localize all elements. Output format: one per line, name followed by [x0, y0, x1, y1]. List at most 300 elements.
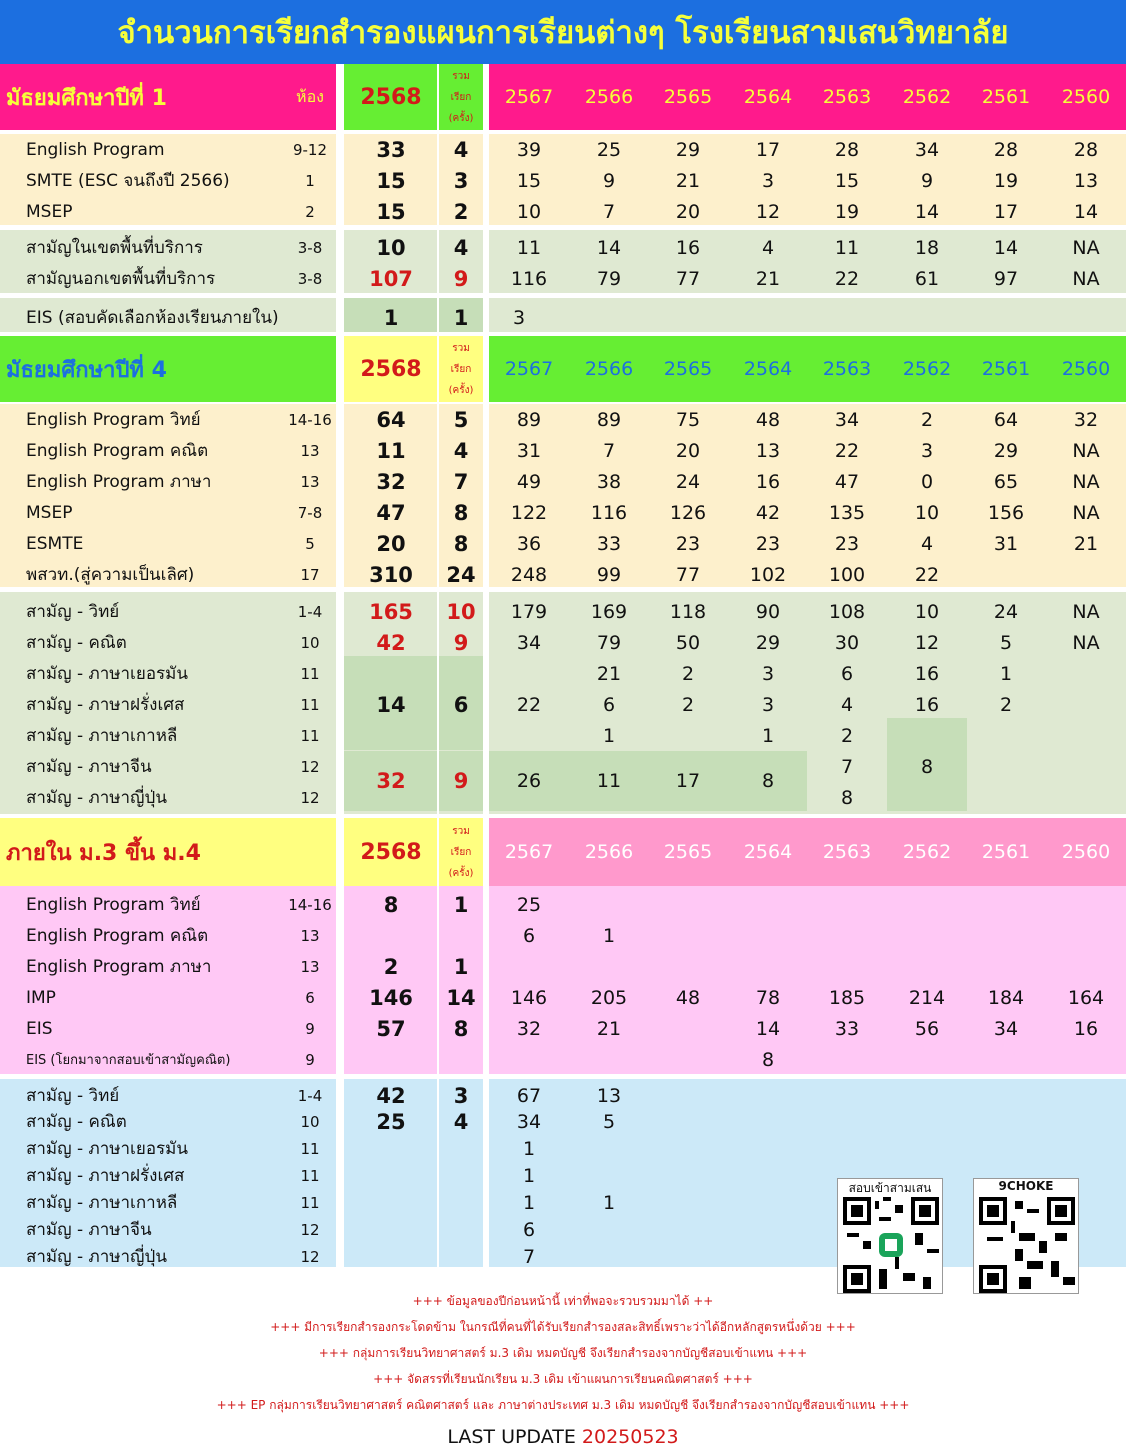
year-header: 2561 [981, 841, 1031, 863]
value-2564: 13 [755, 439, 781, 462]
year-header: 2565 [663, 86, 713, 108]
value-2560: 16 [1073, 1017, 1099, 1040]
value-2562: 18 [914, 236, 940, 259]
value-2564: 17 [755, 138, 781, 161]
year-header: 2561 [981, 358, 1031, 380]
value-2562: 10 [914, 501, 940, 524]
value-2566 [569, 302, 649, 333]
year-header: 2560 [1061, 86, 1111, 108]
table-row [0, 1044, 1126, 1075]
value-2561: 184 [987, 986, 1025, 1009]
table-row [0, 196, 1126, 227]
value-2560 [1046, 889, 1126, 920]
calls-header [439, 336, 483, 402]
value-2565 [648, 889, 728, 920]
year-header: 2566 [584, 841, 634, 863]
call-count: 3 [453, 1083, 469, 1108]
qr-code-9choke[interactable] [973, 1178, 1079, 1294]
value-2563: 23 [834, 532, 860, 555]
value-2564: 29 [755, 631, 781, 654]
calls-header-line: รวม [452, 342, 470, 354]
value-2563: 11 [834, 236, 860, 259]
value-2560 [1046, 782, 1126, 813]
room-range: 13 [300, 926, 320, 945]
year-header: 2567 [504, 358, 554, 380]
room-range: 10 [300, 1112, 320, 1131]
program-name: พสวท.(สู่ความเป็นเลิศ) [26, 565, 195, 585]
value-2565: 16 [675, 236, 701, 259]
value-2567: 89 [516, 408, 542, 431]
note-line: +++ จัดสรรที่เรียนนักเรียน ม.3 เดิม เข้าแผนการเรียนคณิตศาสตร์ +++ [373, 1372, 753, 1386]
value-2564 [728, 302, 808, 333]
value-2561: 31 [993, 532, 1019, 555]
value-2568: 64 [376, 407, 406, 432]
call-count: 10 [446, 599, 476, 624]
value-2563: 28 [834, 138, 860, 161]
value-2566: 79 [596, 631, 622, 654]
value-2566: 1 [602, 724, 616, 747]
call-count: 2 [453, 199, 469, 224]
program-name: ESMTE [26, 533, 84, 554]
year-header: 2565 [663, 358, 713, 380]
value-2564: 4 [761, 236, 775, 259]
value-2568 [344, 720, 438, 751]
value-2562 [887, 1044, 967, 1075]
table-row [0, 1013, 1126, 1044]
value-2563: 22 [834, 267, 860, 290]
table-row [0, 720, 1126, 751]
calls-header-line: เรียก [450, 363, 472, 375]
merged-lang-2568: 32 [376, 769, 406, 793]
table-row [0, 134, 1126, 165]
value-2560: NA [1072, 631, 1100, 654]
value-2566 [569, 1044, 649, 1075]
value-2568: 25 [376, 1109, 406, 1134]
value-2564: 3 [761, 662, 775, 685]
value-2563: 2 [840, 724, 854, 747]
value-2565: 75 [675, 408, 701, 431]
value-2568 [344, 658, 438, 689]
value-2563: 108 [828, 600, 866, 623]
year-header: 2561 [981, 86, 1031, 108]
call-count [439, 658, 483, 689]
qr-pattern-icon [843, 1197, 939, 1293]
value-2566: 6 [602, 693, 616, 716]
value-2568: 1 [383, 305, 399, 330]
table-row [0, 559, 1126, 590]
qr-code-samsen[interactable] [837, 1178, 943, 1294]
value-2563: 33 [834, 1017, 860, 1040]
value-2560 [1046, 689, 1126, 720]
value-2563: 4 [840, 693, 854, 716]
m4-label: มัธยมศึกษาปีที่ 4 [6, 357, 167, 383]
value-2568: 15 [376, 199, 406, 224]
value-2561: 1 [999, 662, 1013, 685]
value-2560 [1046, 751, 1126, 782]
year-header: 2564 [743, 86, 793, 108]
value-2568: 57 [376, 1016, 406, 1041]
value-2565 [648, 920, 728, 951]
room-range: 9-12 [292, 140, 328, 159]
table-row [0, 596, 1126, 627]
call-count: 1 [453, 892, 469, 917]
value-2561 [966, 559, 1046, 590]
value-2568: 42 [376, 630, 406, 655]
program-name: English Program คณิต [26, 441, 209, 461]
call-count: 4 [453, 137, 469, 162]
program-name: สามัญ - คณิต [26, 633, 127, 653]
value-2560 [1046, 1044, 1126, 1075]
room-range: 17 [300, 565, 320, 584]
value-2566: 205 [590, 986, 628, 1009]
table-row [0, 404, 1126, 435]
value-2566: 38 [596, 470, 622, 493]
value-2560: NA [1072, 470, 1100, 493]
program-name: สามัญ - ภาษาฝรั่งเศส [26, 695, 185, 715]
value-2567: 146 [510, 986, 548, 1009]
value-2563 [807, 302, 887, 333]
value-2567: 49 [516, 470, 542, 493]
value-2562: 3 [920, 439, 934, 462]
value-2566 [569, 889, 649, 920]
value-2561: 64 [993, 408, 1019, 431]
value-2560: 13 [1073, 169, 1099, 192]
room-range: 9 [305, 1019, 315, 1038]
value-2567: 3 [513, 306, 526, 329]
internal-header [0, 818, 1126, 886]
value-2567: 248 [510, 563, 548, 586]
value-2561: 34 [993, 1017, 1019, 1040]
value-2564: 3 [761, 693, 775, 716]
table-row [0, 627, 1126, 658]
table-row [0, 658, 1126, 689]
internal-label: ภายใน ม.3 ขึ้น ม.4 [6, 840, 201, 866]
value-2561: 14 [993, 236, 1019, 259]
value-2567 [489, 1044, 569, 1075]
value-2568 [344, 1044, 438, 1075]
value-2567: 7 [522, 1245, 536, 1268]
value-2560: 164 [1067, 986, 1105, 1009]
value-2563 [807, 920, 887, 951]
program-name: สามัญ - ภาษาญี่ปุ่น [26, 1247, 167, 1267]
value-2561: 29 [993, 439, 1019, 462]
program-name: สามัญ - ภาษาเกาหลี [26, 726, 178, 746]
value-2561: 17 [993, 200, 1019, 223]
value-2565: 29 [675, 138, 701, 161]
year-header: 2567 [504, 841, 554, 863]
calls-header-line: เรียก [450, 846, 472, 858]
value-2565 [648, 1044, 728, 1075]
m1-label: มัธยมศึกษาปีที่ 1 [6, 85, 167, 111]
program-name: สามัญ - วิทย์ [26, 602, 120, 622]
call-count: 7 [453, 469, 469, 494]
value-2561: 2 [999, 693, 1013, 716]
value-2560 [1046, 951, 1126, 982]
value-2561: 5 [999, 631, 1013, 654]
year-header: 2564 [743, 358, 793, 380]
call-count: 1 [453, 954, 469, 979]
value-2562 [887, 951, 967, 982]
value-2565 [648, 1241, 728, 1272]
value-2560 [1046, 658, 1126, 689]
calls-header [439, 64, 483, 130]
value-2567: 15 [516, 169, 542, 192]
value-2568 [344, 1241, 438, 1272]
table-row [0, 689, 1126, 720]
value-2567 [489, 658, 569, 689]
value-2560: NA [1072, 439, 1100, 462]
value-2562: 12 [914, 631, 940, 654]
value-2568: 146 [369, 985, 413, 1010]
call-count: 6 [453, 692, 469, 717]
program-name: สามัญ - ภาษาเยอรมัน [26, 1139, 188, 1159]
value-2564 [728, 951, 808, 982]
value-2561 [966, 1044, 1046, 1075]
room-range: 12 [300, 788, 320, 807]
value-2567: 1 [522, 1191, 536, 1214]
value-2568: 42 [376, 1083, 406, 1108]
value-2561 [966, 720, 1046, 751]
value-2563: 15 [834, 169, 860, 192]
call-count [439, 720, 483, 751]
value-2564: 42 [755, 501, 781, 524]
value-2568 [344, 920, 438, 951]
value-2568: 11 [376, 438, 406, 463]
value-2563: 19 [834, 200, 860, 223]
value-2563 [807, 889, 887, 920]
value-2562: 14 [914, 200, 940, 223]
year-header: 2563 [822, 841, 872, 863]
value-2562: 214 [908, 986, 946, 1009]
value-2565 [648, 1013, 728, 1044]
value-2565: 77 [675, 563, 701, 586]
value-2563: 30 [834, 631, 860, 654]
value-2568: 15 [376, 168, 406, 193]
value-2565: 2 [681, 693, 695, 716]
program-name: สามัญ - ภาษาจีน [26, 1220, 152, 1240]
m4-header [0, 336, 1126, 402]
table-row [0, 528, 1126, 559]
value-2560: NA [1072, 267, 1100, 290]
value-2566: 21 [596, 1017, 622, 1040]
calls-header-line: เรียก [450, 91, 472, 103]
value-2567: 34 [516, 631, 542, 654]
table-row [0, 889, 1126, 920]
room-range: 11 [300, 726, 320, 745]
room-range: 11 [300, 1166, 320, 1185]
call-count: 14 [446, 985, 476, 1010]
value-2562: 16 [914, 662, 940, 685]
call-count [439, 920, 483, 951]
value-2564 [728, 1241, 808, 1272]
value-2567 [489, 720, 569, 751]
value-2564: 90 [755, 600, 781, 623]
value-2561 [966, 751, 1046, 782]
year-header: 2565 [663, 841, 713, 863]
room-range: 1-4 [297, 602, 323, 621]
value-2566: 5 [602, 1110, 616, 1133]
value-2560: NA [1072, 501, 1100, 524]
room-range: 13 [300, 957, 320, 976]
value-2563: 47 [834, 470, 860, 493]
value-2565: 23 [675, 532, 701, 555]
value-2566 [569, 1241, 649, 1272]
program-name: MSEP [26, 201, 73, 222]
value-2568: 107 [369, 266, 413, 291]
value-2565: 21 [675, 169, 701, 192]
value-2562: 8 [920, 755, 934, 778]
value-2563: 185 [828, 986, 866, 1009]
value-2563 [807, 1044, 887, 1075]
table-row [0, 302, 1126, 333]
value-2564: 16 [755, 470, 781, 493]
value-2565: 20 [675, 439, 701, 462]
value-2565: 77 [675, 267, 701, 290]
year-2568-header: 2568 [360, 84, 422, 110]
value-2565: 126 [669, 501, 707, 524]
call-count: 4 [453, 1109, 469, 1134]
program-name: English Program ภาษา [26, 957, 212, 977]
table-row [0, 920, 1126, 951]
value-2567: 1 [522, 1137, 536, 1160]
value-2562: 22 [914, 563, 940, 586]
value-2567: 1 [522, 1164, 536, 1187]
program-name: English Program วิทย์ [26, 410, 201, 430]
call-count: 1 [453, 305, 469, 330]
value-2560 [1046, 559, 1126, 590]
value-2564 [728, 889, 808, 920]
note-line: +++ มีการเรียกสำรองกระโดดข้าม ในกรณีที่คนที่ได้รับเรียกสำรองสละสิทธิ์เพราะว่าได้อีกหลักสูตรหนึ่งด้วย +++ [270, 1320, 856, 1334]
value-2566: 7 [602, 439, 616, 462]
table-row [0, 263, 1126, 294]
table-row [0, 951, 1126, 982]
value-2560: NA [1072, 600, 1100, 623]
program-name: สามัญนอกเขตพื้นที่บริการ [26, 269, 216, 289]
call-count: 5 [453, 407, 469, 432]
year-header: 2566 [584, 358, 634, 380]
program-name: สามัญ - ภาษาฝรั่งเศส [26, 1166, 185, 1186]
value-2560 [1046, 920, 1126, 951]
call-count: 3 [453, 168, 469, 193]
merged-lang-calls: 9 [453, 769, 469, 793]
room-range: 11 [300, 1193, 320, 1212]
year-header: 2567 [504, 86, 554, 108]
room-range: 3-8 [297, 238, 323, 257]
room-range: 6 [305, 988, 315, 1007]
note-line: +++ กลุ่มการเรียนวิทยาศาสตร์ ม.3 เดิม หมดบัญชี จึงเรียกสำรองจากบัญชีสอบเข้าแทน +++ [318, 1346, 808, 1360]
value-2568: 10 [376, 235, 406, 260]
room-range: 11 [300, 695, 320, 714]
value-2567: 67 [516, 1084, 542, 1107]
value-2564: 48 [755, 408, 781, 431]
program-name: สามัญ - ภาษาเกาหลี [26, 1193, 178, 1213]
calls-header-line: (ครั้ง) [448, 112, 474, 124]
value-2560 [1046, 720, 1126, 751]
value-2568: 165 [369, 599, 413, 624]
value-2566: 1 [602, 924, 616, 947]
value-2562 [887, 720, 967, 751]
calls-header-line: (ครั้ง) [448, 867, 474, 879]
value-2561 [966, 782, 1046, 813]
value-2564: 3 [761, 169, 775, 192]
value-2568: 32 [376, 469, 406, 494]
value-2564: 12 [755, 200, 781, 223]
value-2563: 6 [840, 662, 854, 685]
calls-header-line: (ครั้ง) [448, 384, 474, 396]
call-count: 8 [453, 531, 469, 556]
call-count [439, 1044, 483, 1075]
qr-pattern-icon [979, 1197, 1075, 1293]
value-2565 [648, 951, 728, 982]
value-2568: 310 [369, 562, 413, 587]
value-2566: 89 [596, 408, 622, 431]
value-2564: 78 [755, 986, 781, 1009]
table-row [0, 232, 1126, 263]
room-range: 7-8 [297, 503, 323, 522]
year-header: 2562 [902, 358, 952, 380]
room-range: 12 [300, 1220, 320, 1239]
program-name: SMTE (ESC จนถึงปี 2566) [26, 171, 230, 191]
program-name: English Program ภาษา [26, 472, 212, 492]
value-2565: 2 [681, 662, 695, 685]
value-2562: 4 [920, 532, 934, 555]
m1-header [0, 64, 1126, 130]
last-update [0, 1426, 1126, 1448]
value-2566 [569, 951, 649, 982]
value-2565: 24 [675, 470, 701, 493]
program-name: สามัญในเขตพื้นที่บริการ [26, 238, 203, 258]
qr-label: สอบเข้าสามเสน [848, 1181, 932, 1195]
last-update-date: 20250523 [581, 1426, 679, 1448]
room-range: 14-16 [288, 895, 332, 914]
room-range: 12 [300, 1247, 320, 1266]
call-count: 9 [453, 266, 469, 291]
value-2562: 10 [914, 600, 940, 623]
value-2563: 34 [834, 408, 860, 431]
value-2562 [887, 920, 967, 951]
value-2566: 169 [590, 600, 628, 623]
value-2567: 25 [516, 893, 542, 916]
room-range: 9 [305, 1050, 315, 1069]
value-2560: NA [1072, 236, 1100, 259]
program-name: EIS [26, 1018, 53, 1039]
program-name: สามัญ - ภาษาเยอรมัน [26, 664, 188, 684]
value-2567: 122 [510, 501, 548, 524]
value-2563: 135 [828, 501, 866, 524]
value-2566: 33 [596, 532, 622, 555]
value-2562: 56 [914, 1017, 940, 1040]
value-2561 [966, 302, 1046, 333]
value-2568: 47 [376, 500, 406, 525]
value-2562 [887, 889, 967, 920]
merged-lang-prev: 11 [596, 770, 622, 792]
value-2564: 23 [755, 532, 781, 555]
value-2560: 28 [1073, 138, 1099, 161]
value-2562: 34 [914, 138, 940, 161]
value-2568: 20 [376, 531, 406, 556]
value-2560: 21 [1073, 532, 1099, 555]
table-row [0, 165, 1126, 196]
value-2563: 7 [840, 755, 854, 778]
value-2565: 118 [669, 600, 707, 623]
value-2565: 50 [675, 631, 701, 654]
program-name: สามัญ - ภาษาญี่ปุ่น [26, 788, 167, 808]
room-range: 13 [300, 441, 320, 460]
call-count [439, 1241, 483, 1272]
value-2567 [489, 951, 569, 982]
room-range: 11 [300, 664, 320, 683]
value-2562 [887, 302, 967, 333]
